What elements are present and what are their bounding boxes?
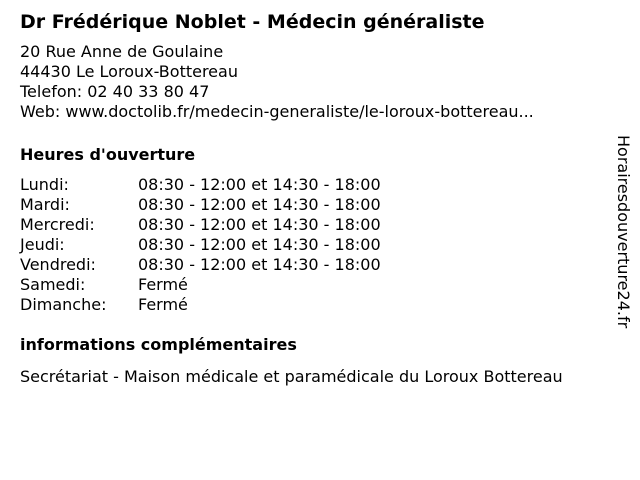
address-city: 44430 Le Loroux-Bottereau bbox=[20, 62, 238, 81]
web-line: Web: www.doctolib.fr/medecin-generaliste/le-loroux-bottereau... bbox=[20, 102, 534, 121]
watermark bbox=[612, 135, 634, 345]
additional-info-heading: informations complémentaires bbox=[20, 335, 297, 354]
hours-row-monday bbox=[20, 175, 381, 195]
day-label: Dimanche: bbox=[20, 295, 107, 314]
watermark-text: Horairesdouverture24.fr bbox=[614, 135, 633, 329]
day-label: Mardi: bbox=[20, 195, 70, 214]
hours-row-wednesday bbox=[20, 215, 381, 235]
address-block bbox=[20, 42, 610, 122]
day-label: Mercredi: bbox=[20, 215, 95, 234]
opening-hours-table bbox=[20, 175, 381, 315]
day-hours: 08:30 - 12:00 et 14:30 - 18:00 bbox=[138, 175, 381, 194]
hours-row-sunday bbox=[20, 295, 381, 315]
page-title: Dr Frédérique Noblet - Médecin généraliste bbox=[20, 11, 485, 33]
address-street: 20 Rue Anne de Goulaine bbox=[20, 42, 224, 61]
opening-hours-heading: Heures d'ouverture bbox=[20, 145, 196, 164]
day-label: Lundi: bbox=[20, 175, 69, 194]
additional-info-text: Secrétariat - Maison médicale et paramédicale du Loroux Bottereau bbox=[20, 367, 563, 386]
day-hours: 08:30 - 12:00 et 14:30 - 18:00 bbox=[138, 235, 381, 254]
phone-line: Telefon: 02 40 33 80 47 bbox=[20, 82, 210, 101]
day-hours: Fermé bbox=[138, 295, 188, 314]
hours-row-saturday bbox=[20, 275, 381, 295]
day-label: Samedi: bbox=[20, 275, 86, 294]
day-hours: Fermé bbox=[138, 275, 188, 294]
business-card bbox=[20, 10, 610, 387]
hours-row-thursday bbox=[20, 235, 381, 255]
day-label: Vendredi: bbox=[20, 255, 96, 274]
day-hours: 08:30 - 12:00 et 14:30 - 18:00 bbox=[138, 195, 381, 214]
day-hours: 08:30 - 12:00 et 14:30 - 18:00 bbox=[138, 215, 381, 234]
day-hours: 08:30 - 12:00 et 14:30 - 18:00 bbox=[138, 255, 381, 274]
hours-row-tuesday bbox=[20, 195, 381, 215]
day-label: Jeudi: bbox=[20, 235, 65, 254]
hours-row-friday bbox=[20, 255, 381, 275]
